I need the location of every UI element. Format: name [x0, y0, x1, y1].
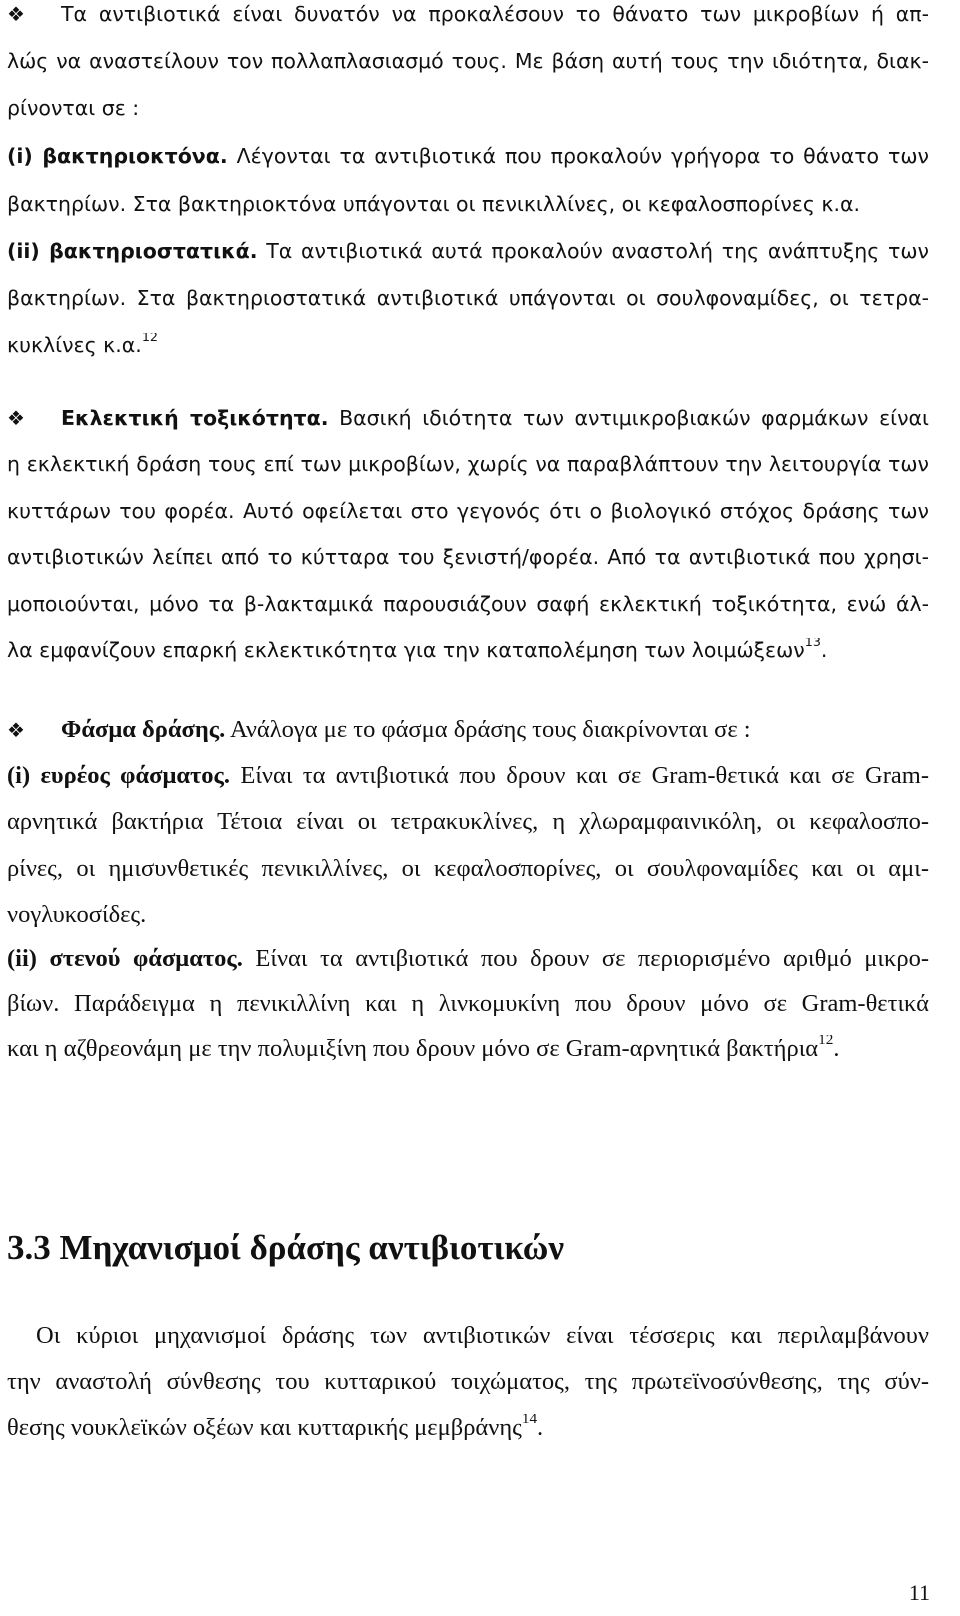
paragraph-line: αντιβιοτικών λείπει από το κύτταρα του ξενιστή/φορέα. Από τα αντιβιοτικά που χρησι-	[7, 545, 929, 569]
section-heading: 3.3 Μηχανισμοί δράσης αντιβιοτικών	[7, 1228, 565, 1267]
term-spectrum: Φάσμα δράσης.	[61, 716, 226, 743]
reference-number: 12	[818, 1035, 834, 1048]
paragraph-line: βακτηρίων. Στα βακτηριοκτόνα υπάγονται οι πενικιλλίνες, οι κεφαλοσπορίνες κ.α.	[7, 192, 861, 216]
paragraph-line: ρίνες, οι ημισυνθετικές πενικιλλίνες, οι κεφαλοσπορίνες, οι σουλφοναμίδες και οι αμι-	[7, 855, 929, 882]
paragraph-line: ❖ Εκλεκτική τοξικότητα. Βασική ιδιότητα των αντιμικροβιακών φαρμάκων είναι	[7, 406, 929, 430]
paragraph-line: και η αζθρεονάμη με την πολυμιξίνη που δρουν μόνο σε Gram-αρνητικά βακτήρια$^{12}$.	[7, 1035, 929, 1063]
paragraph-line: νογλυκοσίδες.	[7, 901, 147, 928]
paragraph-line: (ii) βακτηριοστατικά. Τα αντιβιοτικά αυτά προκαλούν αναστολή της ανάπτυξης των	[7, 239, 929, 263]
paragraph-line: μοποιούνται, μόνο τα β-λακταμικά παρουσιάζουν σαφή εκλεκτική τοξικότητα, ενώ άλ-	[7, 592, 929, 616]
paragraph-line: την αναστολή σύνθεσης του κυτταρικού τοιχώματος, της πρωτεϊνοσύνθεσης, της σύν-	[7, 1368, 929, 1395]
diamond-bullet-icon: ❖	[7, 2, 25, 26]
page-number: 11	[908, 1580, 930, 1605]
paragraph-line: λώς να αναστείλουν τον πολλαπλασιασμό τους. Με βάση αυτή τους την ιδιότητα, διακ-	[7, 49, 929, 73]
paragraph-line: αρνητικά βακτήρια Τέτοια είναι οι τετρακυκλίνες, η χλωραμφαινικόλη, οι κεφαλοσπο-	[7, 808, 929, 835]
term-bactericidal: (i) βακτηριοκτόνα.	[7, 144, 228, 168]
paragraph-line: ρίνονται σε :	[7, 96, 140, 120]
term-bacteriostatic: (ii) βακτηριοστατικά.	[7, 239, 258, 263]
reference-number: 14	[521, 1414, 538, 1427]
paragraph-line: κυττάρων του φορέα. Αυτό οφείλεται στο γεγονός ότι ο βιολογικό στόχος δράσης των	[7, 499, 929, 523]
diamond-bullet-icon: ❖	[7, 718, 25, 742]
paragraph-line: Οι κύριοι μηχανισμοί δράσης των αντιβιοτικών είναι τέσσερις και περιλαμβάνουν	[36, 1322, 929, 1349]
paragraph-line: βίων. Παράδειγμα η πενικιλλίνη και η λινκομυκίνη που δρουν μόνο σε Gram-θετικά	[7, 990, 929, 1017]
paragraph-line: (i) ευρέος φάσματος. Είναι τα αντιβιοτικά που δρουν και σε Gram-θετικά και σε Gram-	[7, 762, 929, 789]
term-broad-spectrum: (i) ευρέος φάσματος.	[7, 762, 231, 789]
term-narrow-spectrum: (ii) στενού φάσματος.	[7, 945, 243, 972]
term-selective-toxicity: Εκλεκτική τοξικότητα.	[61, 406, 329, 430]
paragraph-line: λα εμφανίζουν επαρκή εκλεκτικότητα για την καταπολέμηση των λοιμώξεων$^{13}$.	[7, 638, 929, 662]
diamond-bullet-icon: ❖	[7, 406, 25, 430]
paragraph-line: θεσης νουκλεϊκών οξέων και κυτταρικής μεμβράνης$^{14}$.	[7, 1414, 929, 1442]
paragraph-line: ❖ Τα αντιβιοτικά είναι δυνατόν να προκαλέσουν το θάνατο των μικροβίων ή απ-	[7, 2, 929, 26]
reference-number: 12	[141, 333, 158, 344]
reference-number: 13	[804, 638, 821, 649]
paragraph-line: κυκλίνες κ.α.$^{12}$	[7, 333, 929, 357]
paragraph-line: (i) βακτηριοκτόνα. Λέγονται τα αντιβιοτικά που προκαλούν γρήγορα το θάνατο των	[7, 144, 929, 168]
paragraph-line: βακτηρίων. Στα βακτηριοστατικά αντιβιοτικά υπάγονται οι σουλφοναμίδες, οι τετρα-	[7, 286, 929, 310]
paragraph-line: ❖ Φάσμα δράσης. Ανάλογα με το φάσμα δράσης τους διακρίνονται σε :	[7, 716, 751, 743]
paragraph-line: (ii) στενού φάσματος. Είναι τα αντιβιοτικά που δρουν σε περιορισμένο αριθμό μικρο-	[7, 945, 929, 972]
paragraph-line: η εκλεκτική δράση τους επί των μικροβίων, χωρίς να παραβλάπτουν την λειτουργία των	[7, 452, 929, 476]
